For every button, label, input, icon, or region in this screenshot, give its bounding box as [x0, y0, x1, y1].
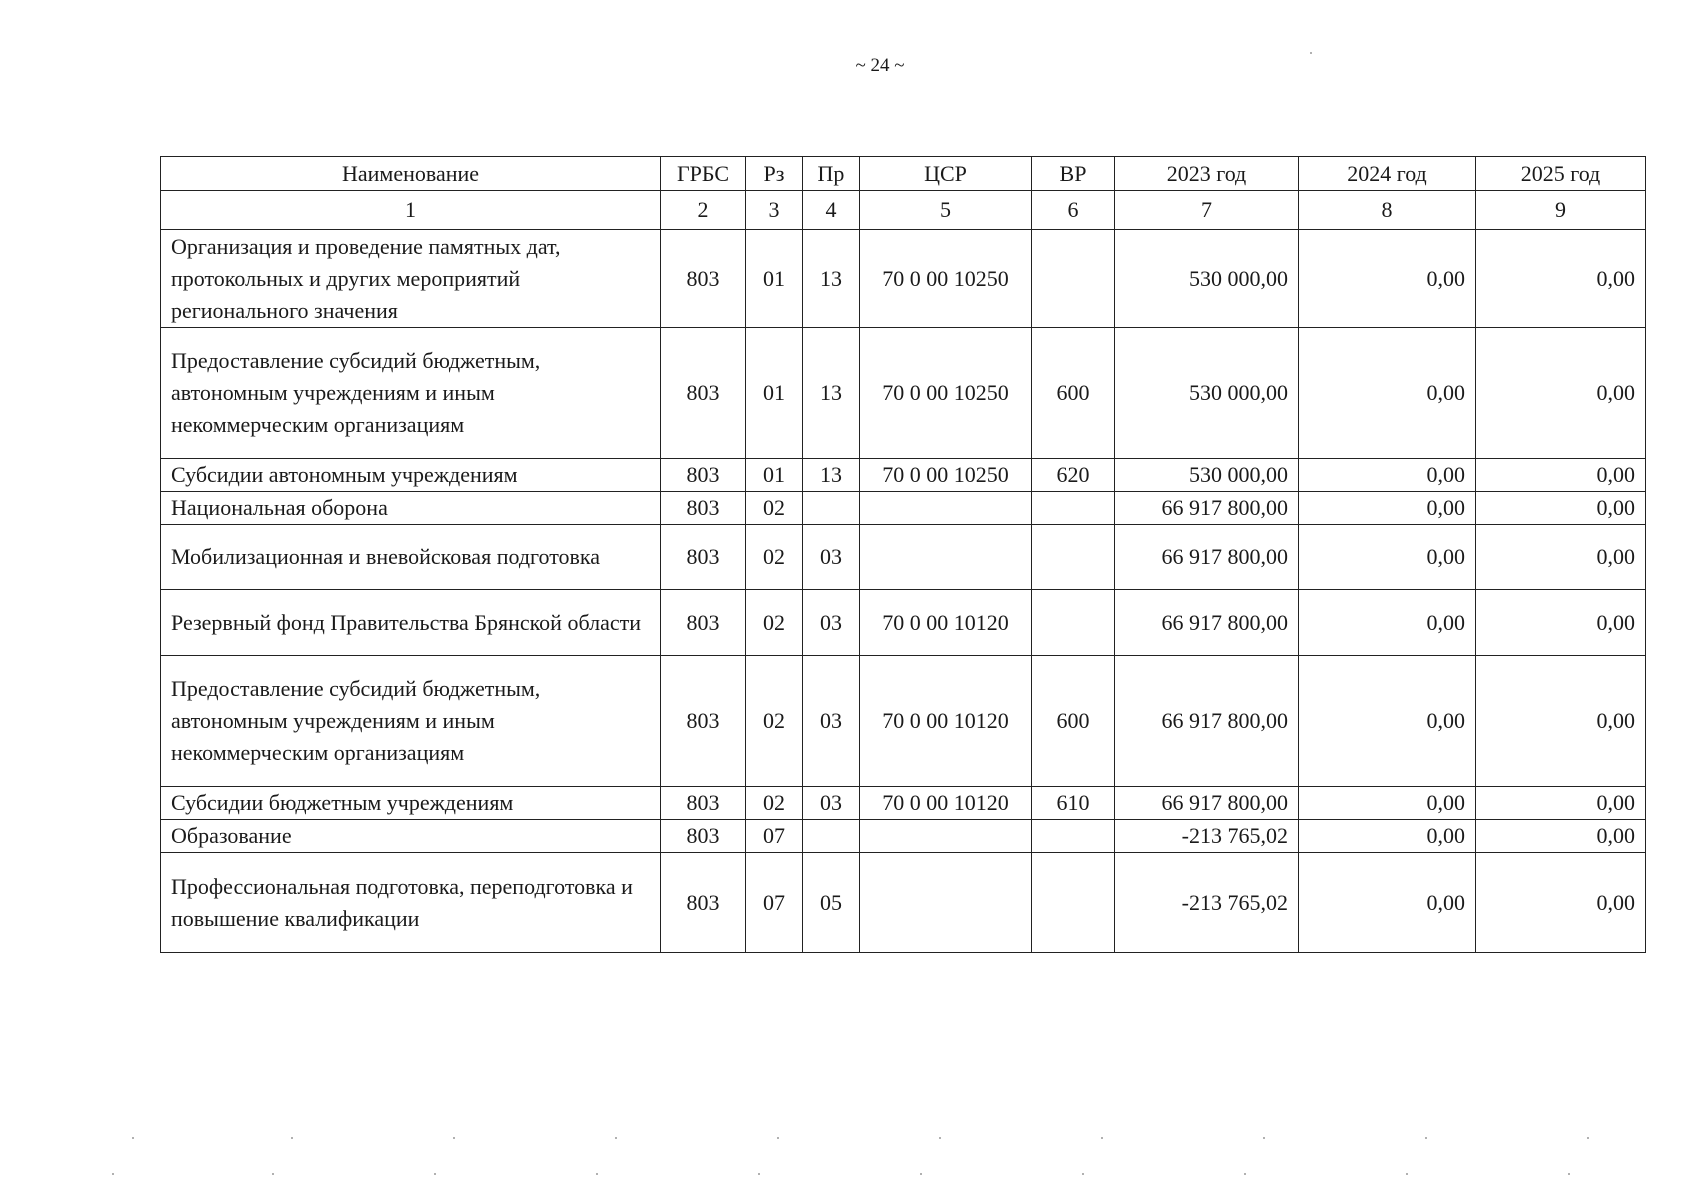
- column-header-2024: 2024 год: [1299, 157, 1476, 191]
- cell-2023: 530 000,00: [1115, 230, 1299, 328]
- cell-rz: 02: [746, 590, 803, 656]
- cell-csr: [860, 853, 1032, 953]
- table-row: [161, 787, 1646, 820]
- table-row: [161, 328, 1646, 459]
- cell-2023: 66 917 800,00: [1115, 525, 1299, 590]
- cell-2023: 66 917 800,00: [1115, 492, 1299, 525]
- cell-2024: 0,00: [1299, 787, 1476, 820]
- cell-grbs: 803: [661, 525, 746, 590]
- cell-rz: 01: [746, 459, 803, 492]
- cell-pr: 13: [803, 230, 860, 328]
- cell-grbs: 803: [661, 656, 746, 787]
- cell-name: Предоставление субсидий бюджетным, автономным учреждениям и иным некоммерческим организациям: [161, 328, 661, 459]
- cell-csr: 70 0 00 10250: [860, 230, 1032, 328]
- cell-2024: 0,00: [1299, 230, 1476, 328]
- column-number-row: [161, 191, 1646, 230]
- cell-pr: 03: [803, 525, 860, 590]
- cell-2024: 0,00: [1299, 328, 1476, 459]
- budget-table: [160, 156, 1646, 953]
- cell-csr: [860, 492, 1032, 525]
- cell-name: Национальная оборона: [161, 492, 661, 525]
- cell-name: Мобилизационная и вневойсковая подготовка: [161, 525, 661, 590]
- cell-csr: 70 0 00 10120: [860, 656, 1032, 787]
- cell-2023: 530 000,00: [1115, 328, 1299, 459]
- cell-vr: [1032, 820, 1115, 853]
- cell-2024: 0,00: [1299, 590, 1476, 656]
- cell-name: Профессиональная подготовка, переподготовка и повышение квалификации: [161, 853, 661, 953]
- cell-2023: 530 000,00: [1115, 459, 1299, 492]
- column-header-2025: 2025 год: [1476, 157, 1646, 191]
- cell-pr: 03: [803, 590, 860, 656]
- cell-pr: 05: [803, 853, 860, 953]
- cell-csr: [860, 525, 1032, 590]
- cell-pr: 03: [803, 656, 860, 787]
- column-number: 3: [746, 191, 803, 230]
- table-row: [161, 820, 1646, 853]
- cell-2025: 0,00: [1476, 230, 1646, 328]
- table-row: [161, 492, 1646, 525]
- column-header-name: Наименование: [161, 157, 661, 191]
- cell-2023: -213 765,02: [1115, 853, 1299, 953]
- table-row: [161, 230, 1646, 328]
- cell-csr: [860, 820, 1032, 853]
- table-row: [161, 853, 1646, 953]
- cell-csr: 70 0 00 10250: [860, 459, 1032, 492]
- cell-2025: 0,00: [1476, 590, 1646, 656]
- cell-vr: [1032, 525, 1115, 590]
- cell-2024: 0,00: [1299, 525, 1476, 590]
- column-number: 2: [661, 191, 746, 230]
- cell-pr: 03: [803, 787, 860, 820]
- cell-rz: 01: [746, 328, 803, 459]
- cell-2025: 0,00: [1476, 492, 1646, 525]
- cell-grbs: 803: [661, 328, 746, 459]
- cell-grbs: 803: [661, 590, 746, 656]
- cell-vr: 610: [1032, 787, 1115, 820]
- cell-rz: 02: [746, 787, 803, 820]
- column-number: 4: [803, 191, 860, 230]
- cell-grbs: 803: [661, 492, 746, 525]
- cell-rz: 07: [746, 853, 803, 953]
- cell-name: Образование: [161, 820, 661, 853]
- cell-2024: 0,00: [1299, 656, 1476, 787]
- table-row: [161, 656, 1646, 787]
- page-number: ~ 24 ~: [855, 55, 905, 76]
- cell-csr: 70 0 00 10120: [860, 590, 1032, 656]
- cell-2025: 0,00: [1476, 787, 1646, 820]
- table-row: [161, 459, 1646, 492]
- column-header-vr: ВР: [1032, 157, 1115, 191]
- cell-grbs: 803: [661, 787, 746, 820]
- cell-grbs: 803: [661, 459, 746, 492]
- table-row: [161, 590, 1646, 656]
- column-header-2023: 2023 год: [1115, 157, 1299, 191]
- cell-pr: [803, 820, 860, 853]
- cell-grbs: 803: [661, 820, 746, 853]
- cell-2023: -213 765,02: [1115, 820, 1299, 853]
- cell-2025: 0,00: [1476, 853, 1646, 953]
- cell-rz: 01: [746, 230, 803, 328]
- cell-csr: 70 0 00 10120: [860, 787, 1032, 820]
- cell-2025: 0,00: [1476, 328, 1646, 459]
- column-header-pr: Пр: [803, 157, 860, 191]
- cell-vr: 600: [1032, 656, 1115, 787]
- cell-rz: 02: [746, 525, 803, 590]
- cell-2025: 0,00: [1476, 820, 1646, 853]
- cell-name: Субсидии бюджетным учреждениям: [161, 787, 661, 820]
- cell-2024: 0,00: [1299, 492, 1476, 525]
- cell-grbs: 803: [661, 853, 746, 953]
- column-number: 9: [1476, 191, 1646, 230]
- cell-name: Субсидии автономным учреждениям: [161, 459, 661, 492]
- cell-vr: [1032, 853, 1115, 953]
- cell-name: Предоставление субсидий бюджетным, автономным учреждениям и иным некоммерческим организациям: [161, 656, 661, 787]
- cell-rz: 02: [746, 492, 803, 525]
- cell-grbs: 803: [661, 230, 746, 328]
- cell-2025: 0,00: [1476, 459, 1646, 492]
- cell-2025: 0,00: [1476, 525, 1646, 590]
- column-header-grbs: ГРБС: [661, 157, 746, 191]
- cell-rz: 02: [746, 656, 803, 787]
- header-row: [161, 157, 1646, 191]
- table-row: [161, 525, 1646, 590]
- cell-vr: [1032, 492, 1115, 525]
- cell-2024: 0,00: [1299, 459, 1476, 492]
- cell-2023: 66 917 800,00: [1115, 590, 1299, 656]
- cell-pr: 13: [803, 459, 860, 492]
- cell-2024: 0,00: [1299, 853, 1476, 953]
- cell-2025: 0,00: [1476, 656, 1646, 787]
- column-number: 8: [1299, 191, 1476, 230]
- cell-vr: 620: [1032, 459, 1115, 492]
- column-header-rz: Рз: [746, 157, 803, 191]
- cell-2023: 66 917 800,00: [1115, 787, 1299, 820]
- cell-2024: 0,00: [1299, 820, 1476, 853]
- column-header-csr: ЦСР: [860, 157, 1032, 191]
- cell-vr: [1032, 230, 1115, 328]
- cell-name: Резервный фонд Правительства Брянской области: [161, 590, 661, 656]
- column-number: 7: [1115, 191, 1299, 230]
- cell-vr: 600: [1032, 328, 1115, 459]
- column-number: 1: [161, 191, 661, 230]
- cell-name: Организация и проведение памятных дат, протокольных и других мероприятий регионального значения: [161, 230, 661, 328]
- column-number: 5: [860, 191, 1032, 230]
- cell-vr: [1032, 590, 1115, 656]
- cell-pr: 13: [803, 328, 860, 459]
- cell-pr: [803, 492, 860, 525]
- column-number: 6: [1032, 191, 1115, 230]
- cell-2023: 66 917 800,00: [1115, 656, 1299, 787]
- cell-rz: 07: [746, 820, 803, 853]
- cell-csr: 70 0 00 10250: [860, 328, 1032, 459]
